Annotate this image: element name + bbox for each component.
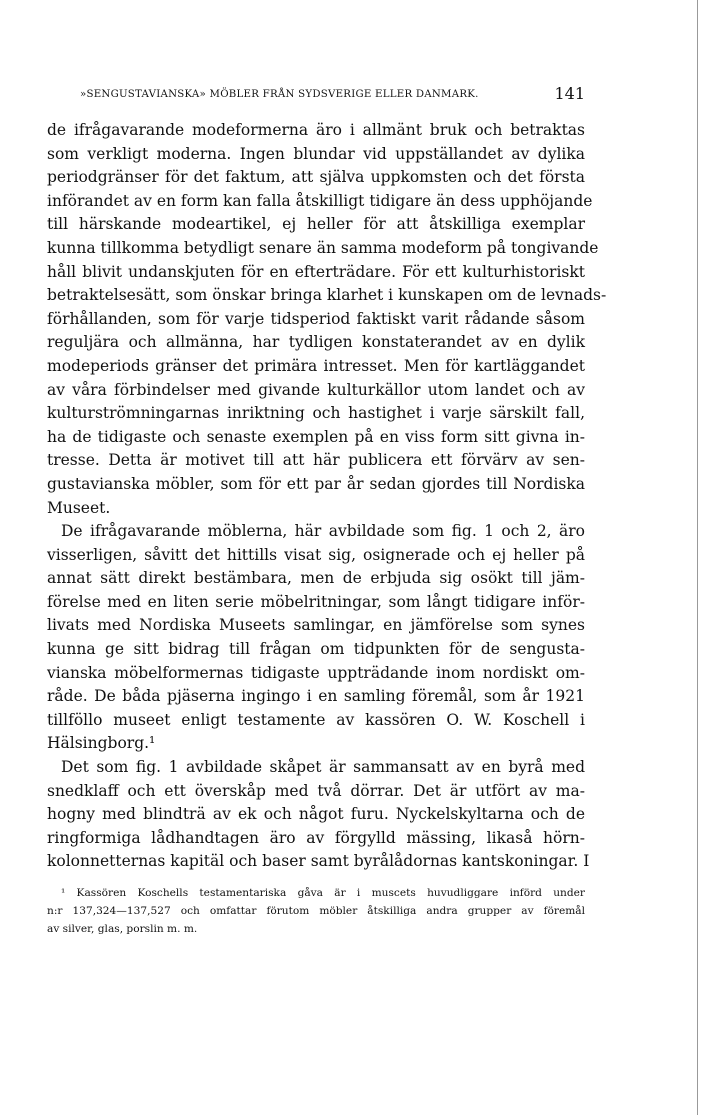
body-text — [47, 119, 607, 874]
text-line: gustavianska möbler, som för ett par år sedan gjordes till Nordiska — [47, 474, 585, 493]
page-header — [80, 84, 585, 106]
footnotes — [47, 884, 585, 938]
text-line: tillföllo museet enligt testamente av kassören O. W. Koschell i — [47, 710, 585, 729]
footnote-line: ¹ Kassören Koschells testamentariska gåva är i muscets huvudliggare införd under — [61, 887, 585, 899]
text-line: till härskande modeartikel, ej heller för att åtskilliga exemplar — [47, 215, 585, 234]
footnote-line: av silver, glas, porslin m. m. — [47, 923, 198, 935]
text-line: de ifrågavarande modeformerna äro i allmänt bruk och betraktas — [47, 121, 585, 139]
page-number: 141 — [554, 84, 585, 103]
text-line: tresse. Detta är motivet till att här publicera ett förvärv av sen- — [47, 451, 585, 470]
text-line: reguljära och allmänna, har tydligen konstaterandet av en dylik — [47, 333, 585, 352]
text-line: betraktelsesätt, som önskar bringa klarhet i kunskapen om de levnads- — [47, 286, 607, 305]
page-edge-line — [697, 0, 698, 1115]
text-line: De ifrågavarande möblerna, här avbildade som fig. 1 och 2, äro — [61, 522, 585, 541]
text-line: snedklaff och ett överskåp med två dörrar. Det är utfört av ma- — [47, 781, 585, 800]
running-title: »SENGUSTAVIANSKA» MÖBLER FRÅN SYDSVERIGE ELLER DANMARK. — [80, 89, 479, 100]
text-line: livats med Nordiska Museets samlingar, en jämförelse som synes — [47, 616, 585, 635]
text-line: Det som fig. 1 avbildade skåpet är sammansatt av en byrå med — [61, 758, 585, 777]
text-line: annat sätt direkt bestämbara, men de erbjuda sig osökt till jäm- — [47, 569, 585, 588]
text-line: periodgränser för det faktum, att själva uppkomsten och det första — [47, 168, 585, 187]
text-line: visserligen, såvitt det hittills visat sig, osignerade och ej heller på — [47, 545, 585, 564]
text-line: införandet av en form kan falla åtskilligt tidigare än dess upphöjande — [47, 191, 593, 210]
text-line: kolonnetternas kapitäl och baser samt byrålådornas kantskoningar. I — [47, 852, 590, 871]
text-line: håll blivit undanskjuten för en efterträdare. För ett kulturhistoriskt — [47, 262, 585, 281]
text-line: förhållanden, som för varje tidsperiod faktiskt varit rådande såsom — [47, 309, 585, 328]
text-line: Hälsingborg.¹ — [47, 734, 156, 753]
text-line: förelse med en liten serie möbelritningar, som långt tidigare inför- — [47, 592, 585, 611]
text-line: kulturströmningarnas inriktning och hastighet i varje särskilt fall, — [47, 404, 585, 423]
text-line: råde. De båda pjäserna ingingo i en samling föremål, som år 1921 — [47, 687, 585, 706]
text-line: ringformiga lådhandtagen äro av förgylld mässing, likaså hörn- — [47, 828, 585, 847]
text-line: ha de tidigaste och senaste exemplen på en viss form sitt givna in- — [47, 427, 585, 446]
text-line: kunna ge sitt bidrag till frågan om tidpunkten för de sengusta- — [47, 640, 585, 659]
text-line: Museet. — [47, 498, 111, 517]
text-line: kunna tillkomma betydligt senare än samma modeform på tongivande — [47, 238, 599, 257]
text-line: som verkligt moderna. Ingen blundar vid uppställandet av dylika — [47, 144, 585, 163]
text-line: hogny med blindträ av ek och något furu. Nyckelskyltarna och de — [47, 805, 585, 824]
text-line: av våra förbindelser med givande kulturkällor utom landet och av — [47, 380, 585, 399]
text-line: modeperiods gränser det primära intresset. Men för kartläggandet — [47, 356, 585, 375]
footnote-line: n:r 137,324—137,527 och omfattar förutom möbler åtskilliga andra grupper av föremål — [47, 905, 585, 917]
text-line: vianska möbelformernas tidigaste uppträdande inom nordiskt om- — [47, 663, 585, 682]
